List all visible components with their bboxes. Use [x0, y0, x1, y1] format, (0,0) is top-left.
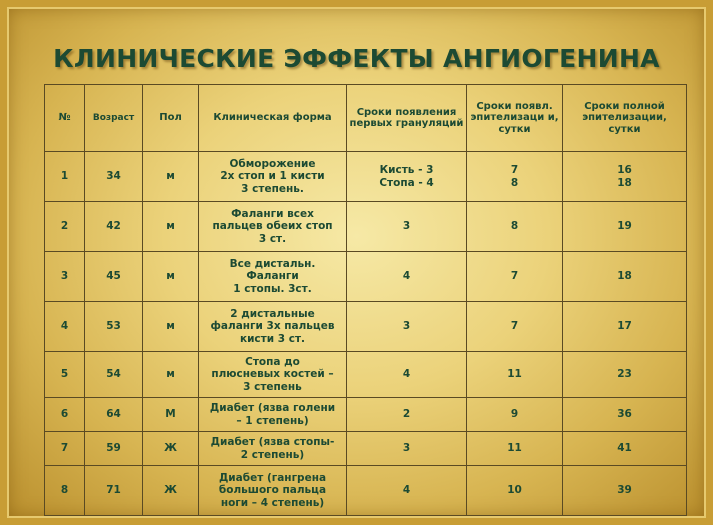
cell-age: 64 [85, 398, 143, 432]
cell-full-epithelization-days: 36 [563, 398, 687, 432]
cell-sex: м [143, 352, 199, 398]
cell-granulation-days: 3 [347, 432, 467, 466]
cell-age: 45 [85, 252, 143, 302]
cell-clinical-form: Все дистальн. Фаланги 1 стопы. 3ст. [199, 252, 347, 302]
cell-full-epithelization-days: 16 18 [563, 152, 687, 202]
table-row [45, 302, 687, 352]
cell-num: 3 [45, 252, 85, 302]
cell-num: 8 [45, 466, 85, 516]
cell-age: 71 [85, 466, 143, 516]
cell-epithelization-days: 7 [467, 302, 563, 352]
table-row [45, 398, 687, 432]
effects-table [44, 84, 687, 516]
header-age: Возраст [85, 85, 143, 152]
cell-age: 53 [85, 302, 143, 352]
cell-age: 42 [85, 202, 143, 252]
cell-num: 4 [45, 302, 85, 352]
cell-granulation-days: 3 [347, 202, 467, 252]
table-row [45, 152, 687, 202]
table-row [45, 252, 687, 302]
table-row [45, 352, 687, 398]
cell-num: 7 [45, 432, 85, 466]
cell-num: 1 [45, 152, 85, 202]
cell-full-epithelization-days: 41 [563, 432, 687, 466]
cell-num: 2 [45, 202, 85, 252]
cell-num: 6 [45, 398, 85, 432]
cell-epithelization-days: 11 [467, 432, 563, 466]
page-title: КЛИНИЧЕСКИЕ ЭФФЕКТЫ АНГИОГЕНИНА [53, 44, 660, 73]
header-num: № [45, 85, 85, 152]
cell-epithelization-days: 7 8 [467, 152, 563, 202]
cell-age: 34 [85, 152, 143, 202]
cell-epithelization-days: 7 [467, 252, 563, 302]
header-form: Клиническая форма [199, 85, 347, 152]
header-full: Сроки полной эпителизации, сутки [563, 85, 687, 152]
table-row [45, 466, 687, 516]
cell-sex: м [143, 252, 199, 302]
cell-clinical-form: 2 дистальные фаланги 3х пальцев кисти 3 ст. [199, 302, 347, 352]
cell-clinical-form: Диабет (язва голени – 1 степень) [199, 398, 347, 432]
cell-full-epithelization-days: 39 [563, 466, 687, 516]
cell-clinical-form: Обморожение 2х стоп и 1 кисти 3 степень. [199, 152, 347, 202]
cell-granulation-days: 4 [347, 252, 467, 302]
cell-full-epithelization-days: 19 [563, 202, 687, 252]
cell-full-epithelization-days: 17 [563, 302, 687, 352]
cell-clinical-form: Стопа до плюсневых костей – 3 степень [199, 352, 347, 398]
cell-age: 59 [85, 432, 143, 466]
cell-sex: Ж [143, 466, 199, 516]
cell-epithelization-days: 10 [467, 466, 563, 516]
table-row [45, 432, 687, 466]
cell-granulation-days: 4 [347, 466, 467, 516]
cell-sex: м [143, 302, 199, 352]
cell-granulation-days: 2 [347, 398, 467, 432]
cell-clinical-form: Фаланги всех пальцев обеих стоп 3 ст. [199, 202, 347, 252]
cell-num: 5 [45, 352, 85, 398]
cell-granulation-days: 4 [347, 352, 467, 398]
cell-age: 54 [85, 352, 143, 398]
cell-sex: М [143, 398, 199, 432]
cell-full-epithelization-days: 18 [563, 252, 687, 302]
cell-clinical-form: Диабет (гангрена большого пальца ноги – 4 степень) [199, 466, 347, 516]
cell-full-epithelization-days: 23 [563, 352, 687, 398]
cell-sex: Ж [143, 432, 199, 466]
header-sex: Пол [143, 85, 199, 152]
table-header-row [45, 85, 687, 152]
cell-sex: м [143, 152, 199, 202]
cell-granulation-days: Кисть - 3 Стопа - 4 [347, 152, 467, 202]
table-row [45, 202, 687, 252]
header-granulation: Сроки появления первых грануляций [347, 85, 467, 152]
cell-clinical-form: Диабет (язва стопы- 2 степень) [199, 432, 347, 466]
cell-epithelization-days: 9 [467, 398, 563, 432]
cell-sex: м [143, 202, 199, 252]
header-epithelization: Сроки появл. эпителизаци и, сутки [467, 85, 563, 152]
cell-granulation-days: 3 [347, 302, 467, 352]
cell-epithelization-days: 11 [467, 352, 563, 398]
cell-epithelization-days: 8 [467, 202, 563, 252]
